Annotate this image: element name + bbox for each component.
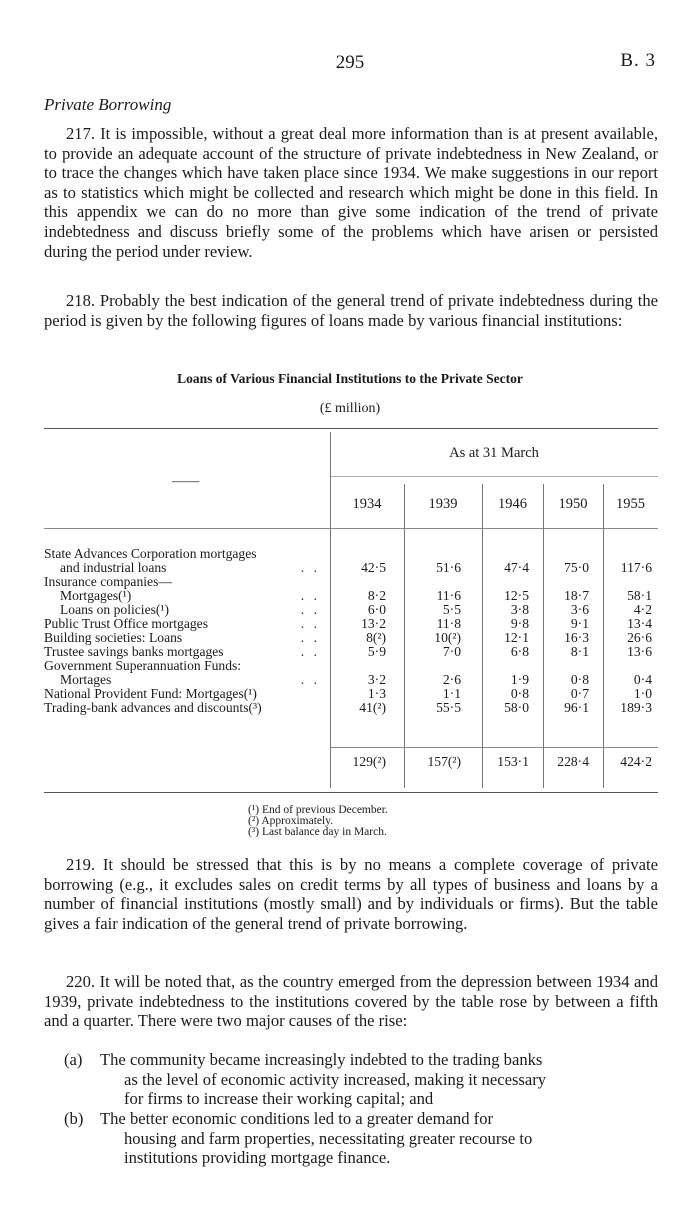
- table-cell: 47·4: [504, 560, 529, 575]
- table-year-header: 1934: [352, 496, 382, 512]
- table-group-rule: [330, 476, 658, 477]
- table-cell: 2·6: [442, 672, 461, 687]
- table-row-leader: . .: [300, 630, 320, 645]
- table-row-leader: . .: [300, 672, 320, 687]
- table-row-heading: Insurance companies—: [44, 574, 172, 589]
- table-cell: 11·6: [436, 588, 461, 603]
- table-cell: 0·8: [570, 672, 589, 687]
- table-cell: 117·6: [620, 560, 652, 575]
- paragraph-220: 220. It will be noted that, as the country emerged from the depression between 1934 and 1939, private indebtedness to the institutions covered by the table rose by between a fifth and a quarter. There were two major causes of the rise:: [44, 972, 658, 1031]
- table-total-cell: 153·1: [497, 754, 529, 769]
- table-cell: 0·4: [633, 672, 652, 687]
- list-item-line: as the level of economic activity increased, making it necessary: [124, 1069, 547, 1089]
- table-cell: 9·8: [510, 616, 529, 631]
- table-row-leader: . .: [300, 560, 320, 575]
- table-total-cell: 129(²): [352, 754, 386, 769]
- table-cell: 13·6: [627, 644, 652, 659]
- table-cell: 58·0: [504, 700, 529, 715]
- table-year-header: 1946: [498, 496, 527, 512]
- table-footnote: (²) Approximately.: [248, 815, 334, 827]
- table-row-leader: . .: [300, 588, 320, 603]
- table-row-leader: . .: [300, 644, 320, 659]
- table-cell: 18·7: [564, 588, 589, 603]
- section-title: Private Borrowing: [44, 95, 172, 114]
- table-row-leader: . .: [300, 616, 320, 631]
- table-cell: 0·7: [570, 686, 589, 701]
- paragraph-218: 218. Probably the best indication of the general trend of private indebtedness during the period is given by the following figures of loans made by various financial institutions:: [44, 291, 658, 330]
- table-rule-top: [44, 428, 658, 429]
- list-item-line: for firms to increase their working capital; and: [124, 1089, 434, 1109]
- table-year-header: 1950: [558, 496, 588, 512]
- table-row-label: Mortages: [60, 672, 112, 687]
- table-cell: 51·6: [436, 560, 461, 575]
- list-item-line: housing and farm properties, necessitating greater recourse to: [124, 1128, 533, 1148]
- table-cell: 26·6: [627, 630, 652, 645]
- page-number: 295: [335, 52, 365, 73]
- table-cell: 6·0: [367, 602, 386, 617]
- paragraph-217: 217. It is impossible, without a great deal more information than is at present available, to provide an adequate account of the structure of private indebtedness in New Zealand, or to trace the changes which have taken place since 1934. We make suggestions in our report as to statistics which might be collected and research which might be done in this field. In this appendix we can do no more than give some indication of the trend of private indebtedness and discuss briefly some of the problems which have arisen or persisted during the period under review.: [44, 124, 658, 261]
- table-year-header: 1939: [428, 496, 458, 512]
- table-cell: 3·6: [570, 602, 589, 617]
- table-cell: 13·4: [627, 616, 652, 631]
- table-cell: 42·5: [361, 560, 386, 575]
- table-row-label: Trading-bank advances and discounts(³): [44, 700, 262, 715]
- table-row-label: Government Superannuation Funds:: [44, 658, 242, 673]
- table-row-label: Trustee savings banks mortgages: [44, 644, 224, 659]
- table-cell: 96·1: [564, 700, 589, 715]
- table-cell: 13·2: [361, 616, 386, 631]
- table-row-label: Loans on policies(¹): [60, 602, 170, 617]
- table-cell: 41(²): [359, 700, 386, 715]
- table-cell: 8(²): [366, 630, 386, 645]
- table-total-cell: 424·2: [620, 754, 652, 769]
- table-cell: 1·3: [367, 686, 386, 701]
- table-cell: 3·2: [367, 672, 386, 687]
- table-cell: 7·0: [442, 644, 461, 659]
- table-cell: 12·1: [504, 630, 529, 645]
- table-cell: 8·1: [570, 644, 589, 659]
- table-cell: 8·2: [367, 588, 386, 603]
- table-year-header: 1955: [616, 496, 645, 512]
- paragraph-219: 219. It should be stressed that this is by no means a complete coverage of private borrowing (e.g., it excludes sales on credit terms by all types of business and loans by a number of financial institutions (mostly small) and by individuals or firms). But the table gives a fair indication of the general trend of private borrowing.: [44, 855, 658, 933]
- table-cell: 1·1: [442, 686, 461, 701]
- table-row-label: Public Trust Office mortgages: [44, 616, 209, 631]
- table-row-label: State Advances Corporation mortgages: [44, 546, 257, 561]
- table-row-label: and industrial loans: [60, 560, 167, 575]
- list-item-line: institutions providing mortgage finance.: [124, 1148, 391, 1168]
- table-total-cell: 228·4: [557, 754, 589, 769]
- table-row-label: National Provident Fund: Mortgages(¹): [44, 686, 257, 701]
- table-row-label: Mortgages(¹): [60, 588, 132, 603]
- table-cell: 3·8: [510, 602, 529, 617]
- table-unit: (£ million): [319, 401, 381, 416]
- table-row-leader: . .: [300, 602, 320, 617]
- document-reference: B. 3: [620, 50, 656, 71]
- table-stub-header: ——: [172, 473, 200, 488]
- table-cell: 5·5: [442, 602, 461, 617]
- table-cell: 16·3: [564, 630, 589, 645]
- table-cell: 58·1: [627, 588, 652, 603]
- table-cell: 5·9: [367, 644, 386, 659]
- table-rule-header: [44, 528, 658, 529]
- table-cell: 1·9: [510, 672, 529, 687]
- table-cell: 1·0: [633, 686, 652, 701]
- table-total-cell: 157(²): [427, 754, 461, 769]
- table-cell: 11·8: [436, 616, 461, 631]
- list-item-line: The better economic conditions led to a greater demand for: [100, 1109, 494, 1128]
- table-cell: 6·8: [510, 644, 529, 659]
- table-title: Loans of Various Financial Institutions to the Private Sector: [177, 371, 523, 386]
- table-cell: 189·3: [620, 700, 652, 715]
- table-cell: 10(²): [434, 630, 461, 645]
- table-rule-total: [330, 747, 658, 748]
- table-cell: 4·2: [633, 602, 652, 617]
- table-cell: 12·5: [504, 588, 529, 603]
- list-item-label: (a): [64, 1050, 83, 1069]
- list-item-line: The community became increasingly indebted to the trading banks: [100, 1050, 543, 1069]
- table-footnote: (¹) End of previous December.: [248, 804, 388, 816]
- table-cell: 75·0: [564, 560, 589, 575]
- table-cell: 55·5: [436, 700, 461, 715]
- table-cell: 0·8: [510, 686, 529, 701]
- list-item-label: (b): [64, 1109, 84, 1128]
- table-rule-bottom: [44, 792, 658, 793]
- table-cell: 9·1: [570, 616, 589, 631]
- table-footnote: (³) Last balance day in March.: [248, 826, 387, 838]
- table-group-header: As at 31 March: [449, 445, 539, 461]
- table-row-label: Building societies: Loans: [44, 630, 183, 645]
